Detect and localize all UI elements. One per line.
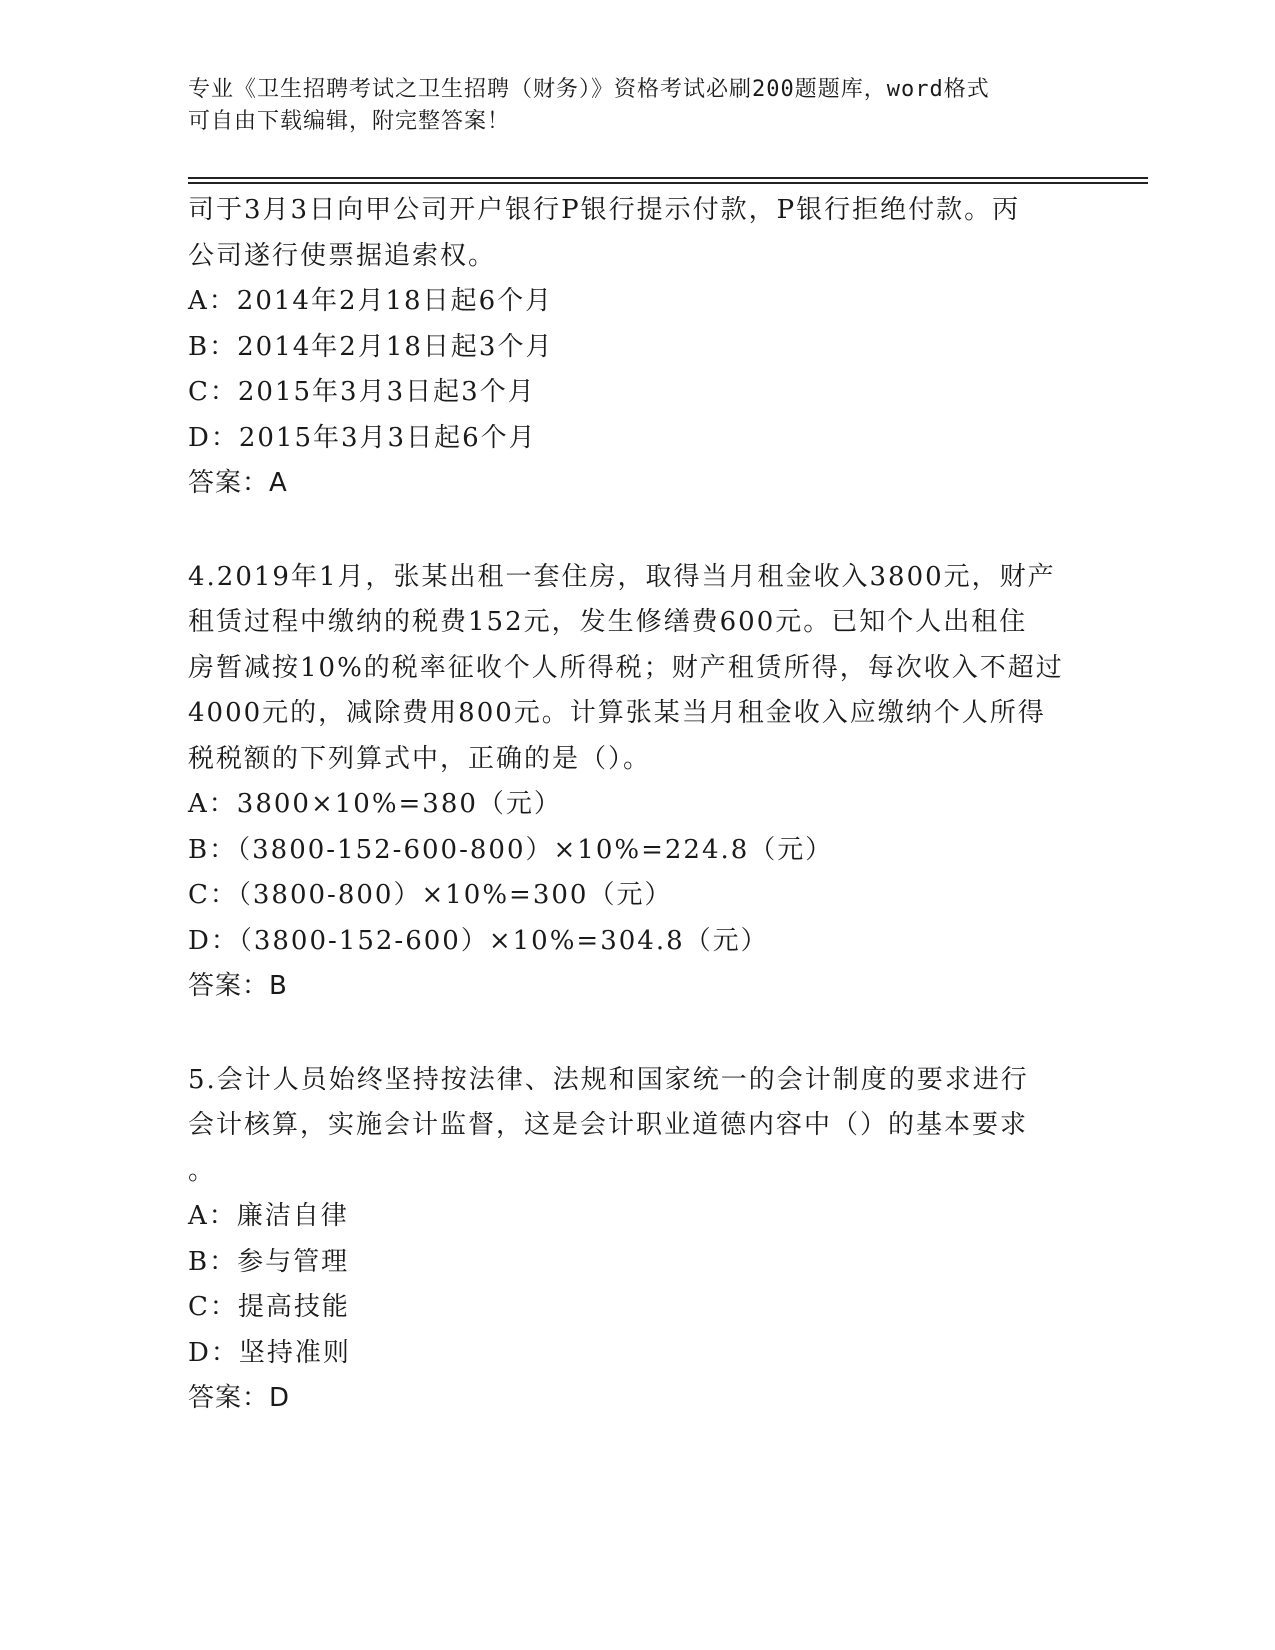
answer-line: 答案：B	[188, 971, 288, 1001]
question-4	[188, 555, 1088, 1010]
option-a: A：3800×10%=380（元）	[188, 789, 562, 819]
header-divider-top	[188, 177, 1148, 179]
question-text-line: 公司遂行使票据追索权。	[188, 240, 497, 271]
header-title-line-1: 专业《卫生招聘考试之卫生招聘（财务）》资格考试必刷200题题库，word格式	[188, 77, 990, 102]
option-c: C：2015年3月3日起3个月	[188, 377, 536, 407]
document-body	[188, 188, 1088, 1422]
question-text-line: 房暂减按10%的税率征收个人所得税；财产租赁所得，每次收入不超过	[188, 652, 1064, 683]
spacer	[188, 1010, 1088, 1058]
question-5	[188, 1058, 1088, 1422]
option-c: C：（3800-800）×10%=300（元）	[188, 880, 673, 910]
question-3-continuation	[188, 188, 1088, 507]
spacer	[188, 507, 1088, 555]
option-a: A：2014年2月18日起6个月	[188, 286, 554, 316]
answer-line: 答案：A	[188, 468, 288, 498]
option-d: D：坚持准则	[188, 1337, 351, 1368]
question-text-line: 税税额的下列算式中，正确的是（）。	[188, 743, 652, 774]
option-b: B：2014年2月18日起3个月	[188, 331, 554, 362]
header-title-line-2: 可自由下载编辑，附完整答案！	[188, 109, 511, 134]
option-b: B：（3800-152-600-800）×10%=224.8（元）	[188, 834, 834, 865]
question-text-line: 4000元的，减除费用800元。计算张某当月租金收入应缴纳个人所得	[188, 698, 1046, 728]
question-text-line: 。	[188, 1155, 217, 1186]
question-text-line: 司于3月3日向甲公司开户银行P银行提示付款，P银行拒绝付款。丙	[188, 195, 1021, 225]
document-header	[188, 74, 1088, 138]
question-text-line: 会计核算，实施会计监督，这是会计职业道德内容中（）的基本要求	[188, 1110, 1029, 1140]
option-d: D：（3800-152-600）×10%=304.8（元）	[188, 925, 769, 956]
option-a: A：廉洁自律	[188, 1201, 349, 1231]
answer-line: 答案：D	[188, 1383, 291, 1413]
header-divider-bottom	[188, 182, 1148, 184]
option-c: C：提高技能	[188, 1292, 350, 1322]
option-b: B：参与管理	[188, 1246, 350, 1277]
question-text-line: 4.2019年1月，张某出租一套住房，取得当月租金收入3800元，财产	[188, 561, 1056, 592]
option-d: D：2015年3月3日起6个月	[188, 422, 537, 453]
question-text-line: 租赁过程中缴纳的税费152元，发生修缮费600元。已知个人出租住	[188, 607, 1028, 637]
question-text-line: 5.会计人员始终坚持按法律、法规和国家统一的会计制度的要求进行	[188, 1064, 1029, 1095]
